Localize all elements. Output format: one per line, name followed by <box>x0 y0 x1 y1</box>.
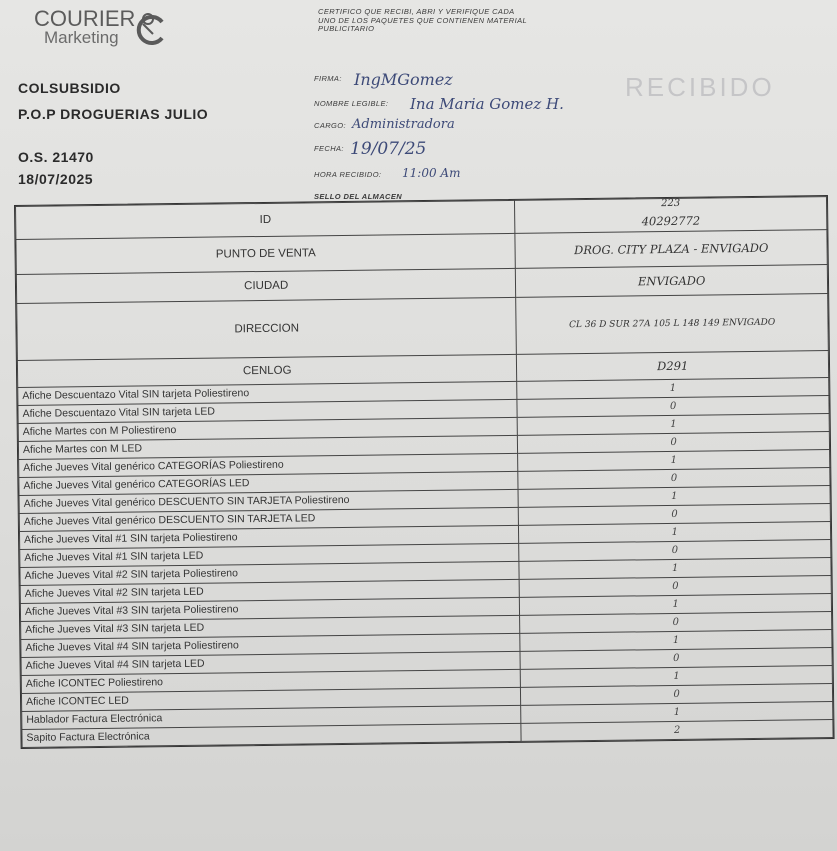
header-value: D291 <box>517 351 829 382</box>
item-name: Afiche Descuentazo Vital SIN tarjeta Poliestireno <box>18 381 518 405</box>
item-name: Afiche Jueves Vital #4 SIN tarjeta Poliestireno <box>21 633 521 657</box>
header-row-direccion <box>17 294 829 361</box>
item-name: Afiche Jueves Vital #3 SIN tarjeta LED <box>21 615 521 639</box>
item-name: Afiche Jueves Vital genérico CATEGORÍAS Poliestireno <box>19 453 519 477</box>
item-name: Afiche Jueves Vital #2 SIN tarjeta Poliestireno <box>20 561 520 585</box>
order-date: 18/07/2025 <box>18 171 94 187</box>
item-qty: 0 <box>517 396 829 418</box>
item-qty: 0 <box>521 684 833 706</box>
delivery-table-grid <box>15 196 834 748</box>
item-qty: 1 <box>521 666 833 688</box>
fecha-label: FECHA: <box>314 144 344 153</box>
order-number: O.S. 21470 <box>18 149 94 165</box>
item-name: Afiche Jueves Vital genérico CATEGORÍAS LED <box>19 471 519 495</box>
item-name: Afiche Jueves Vital #3 SIN tarjeta Poliestireno <box>20 597 520 621</box>
hora-value: 11:00 Am <box>402 166 461 180</box>
item-qty: 1 <box>520 594 832 616</box>
item-qty: 1 <box>518 450 830 472</box>
item-qty: 0 <box>519 504 831 526</box>
item-name: Sapito Factura Electrónica <box>22 723 522 747</box>
item-qty: 0 <box>518 432 830 454</box>
item-qty: 1 <box>518 486 830 508</box>
firma-signature: IngMGomez <box>354 70 453 89</box>
item-name: Hablador Factura Electrónica <box>22 705 522 729</box>
faded-stamp: RECIBIDO <box>625 72 775 102</box>
item-name: Afiche Jueves Vital #1 SIN tarjeta LED <box>20 543 520 567</box>
cargo-label: CARGO: <box>314 121 346 130</box>
item-name: Afiche Jueves Vital #1 SIN tarjeta Poliestireno <box>19 525 519 549</box>
header-label: CENLOG <box>17 354 517 387</box>
header-label: PUNTO DE VENTA <box>16 233 516 274</box>
item-qty: 0 <box>518 468 830 490</box>
item-name: Afiche ICONTEC Poliestireno <box>21 669 521 693</box>
fecha-value: 19/07/25 <box>350 139 427 159</box>
header-value <box>515 197 827 234</box>
item-name: Afiche Descuentazo Vital SIN tarjeta LED <box>18 399 518 423</box>
item-name: Afiche Jueves Vital genérico DESCUENTO SIN TARJETA LED <box>19 507 519 531</box>
item-name: Afiche ICONTEC LED <box>21 687 521 711</box>
header-id-value: 40292772 <box>641 213 701 229</box>
item-name: Afiche Jueves Vital #2 SIN tarjeta LED <box>20 579 520 603</box>
item-qty: 0 <box>520 648 832 670</box>
header-value: DROG. CITY PLAZA - ENVIGADO <box>515 230 827 269</box>
certification-text: CERTIFICO QUE RECIBI, ABRI Y VERIFIQUE CADA UNO DE LOS PAQUETES QUE CONTIENEN MATERIAL PUBLICITARIO <box>318 7 527 33</box>
cargo-value: Administradora <box>352 117 455 132</box>
item-qty: 1 <box>517 378 829 400</box>
item-qty: 0 <box>520 612 832 634</box>
hora-label: HORA RECIBIDO: <box>314 170 382 179</box>
nombre-value: Ina Maria Gomez H. <box>410 95 564 113</box>
logo-word-marketing: Marketing <box>44 28 119 47</box>
item-qty: 1 <box>517 414 829 436</box>
item-name: Afiche Martes con M Poliestireno <box>18 417 518 441</box>
delivery-table <box>14 195 835 749</box>
item-qty: 1 <box>519 522 831 544</box>
courier-marketing-logo <box>34 4 174 54</box>
logo-mark-icon <box>134 8 168 54</box>
logo-word-courier: COURIER <box>34 6 136 31</box>
item-qty: 0 <box>519 576 831 598</box>
sello-label: SELLO DEL ALMACEN <box>314 192 403 201</box>
item-name: Afiche Jueves Vital genérico DESCUENTO SIN TARJETA Poliestireno <box>19 489 519 513</box>
item-name: Afiche Jueves Vital #4 SIN tarjeta LED <box>21 651 521 675</box>
item-qty: 1 <box>520 630 832 652</box>
store-name: P.O.P DROGUERIAS JULIO <box>18 106 209 122</box>
header-value: ENVIGADO <box>516 265 828 298</box>
header-top-note: 223 <box>661 197 681 210</box>
item-qty: 0 <box>519 540 831 562</box>
header-label: DIRECCION <box>17 297 517 360</box>
nombre-label: NOMBRE LEGIBLE: <box>314 99 389 108</box>
company-name: COLSUBSIDIO <box>18 80 121 96</box>
firma-label: FIRMA: <box>314 74 342 83</box>
header-value: CL 36 D SUR 27A 105 L 148 149 ENVIGADO <box>516 294 828 355</box>
header-label: CIUDAD <box>16 268 516 303</box>
item-qty: 1 <box>521 702 833 724</box>
item-qty: 2 <box>521 720 833 742</box>
item-qty: 1 <box>519 558 831 580</box>
header-label: ID <box>16 200 516 239</box>
item-name: Afiche Martes con M LED <box>18 435 518 459</box>
